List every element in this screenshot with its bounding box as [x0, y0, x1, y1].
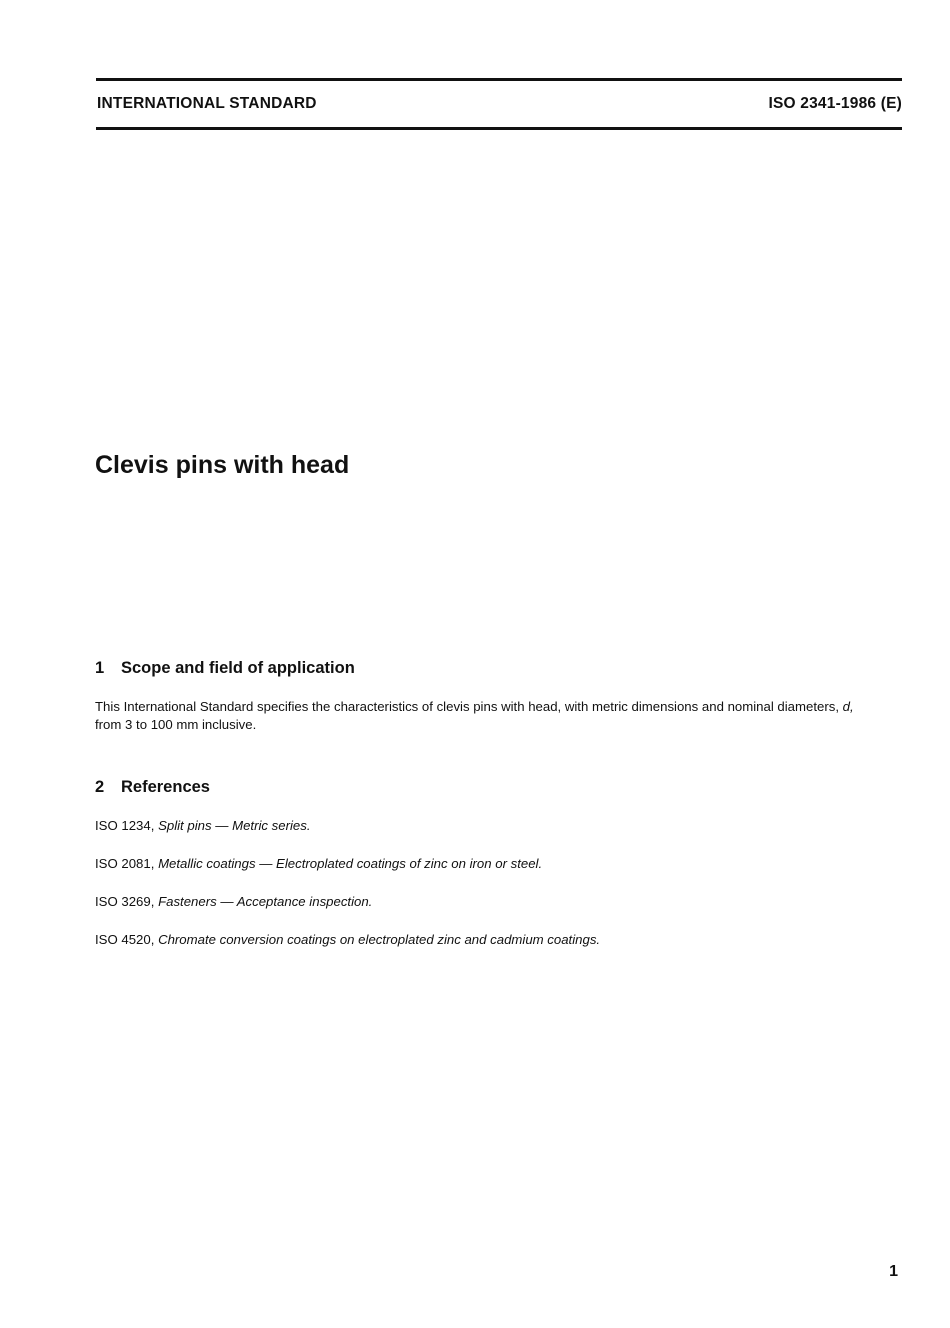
section-1-title: Scope and field of application: [121, 659, 355, 677]
reference-code: ISO 2081,: [95, 856, 155, 871]
section-1-number: 1: [95, 659, 105, 677]
scope-text-continued: from 3 to 100 mm inclusive.: [95, 717, 257, 732]
section-2-heading: [95, 778, 210, 797]
section-1-heading: [95, 659, 355, 678]
reference-item: [95, 856, 542, 871]
reference-title: Chromate conversion coatings on electroplated zinc and cadmium coatings.: [158, 932, 601, 947]
reference-item: [95, 894, 372, 909]
reference-code: ISO 4520,: [95, 932, 155, 947]
scope-paragraph: [95, 698, 903, 734]
page-header: [97, 95, 902, 115]
reference-title: Fasteners — Acceptance inspection.: [158, 894, 373, 909]
scope-symbol: d,: [842, 699, 854, 714]
reference-code: ISO 1234,: [95, 818, 155, 833]
reference-title: Split pins — Metric series.: [158, 818, 311, 833]
reference-code: ISO 3269,: [95, 894, 155, 909]
reference-item: [95, 818, 311, 833]
section-2-number: 2: [95, 778, 105, 796]
document-title: Clevis pins with head: [95, 451, 350, 479]
reference-title: Metallic coatings — Electroplated coatings of zinc on iron or steel.: [158, 856, 543, 871]
header-standard-label: INTERNATIONAL STANDARD: [97, 95, 317, 112]
header-standard-number: ISO 2341-1986 (E): [768, 95, 902, 112]
reference-item: [95, 932, 600, 947]
section-2-title: References: [121, 778, 210, 796]
header-bottom-rule: [96, 127, 902, 130]
header-top-rule: [96, 78, 902, 81]
scope-text: This International Standard specifies the characteristics of clevis pins with head, with metric dimensions and nominal diameters,: [95, 699, 839, 714]
page-number: 1: [889, 1263, 898, 1280]
